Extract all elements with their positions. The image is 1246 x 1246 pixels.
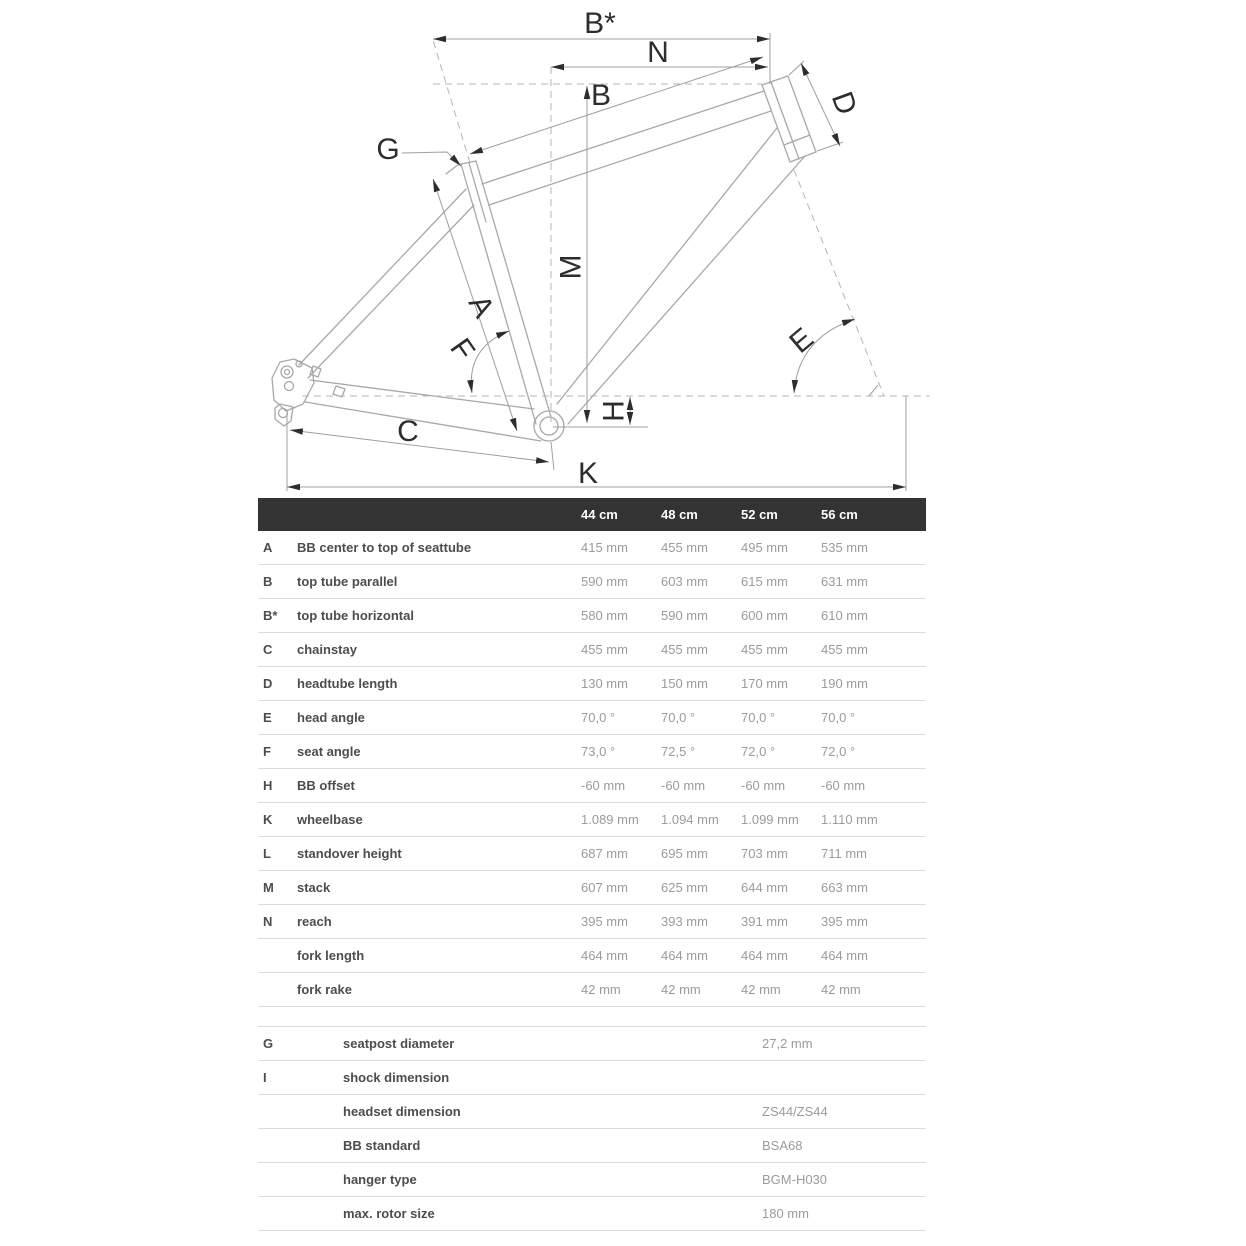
- row-value: 644 mm: [741, 880, 788, 895]
- dim-chainstay: [290, 430, 549, 462]
- row-value: -60 mm: [581, 778, 626, 793]
- row-value: 170 mm: [741, 676, 788, 691]
- spec-value: 180 mm: [762, 1206, 809, 1221]
- row-value: 464 mm: [661, 948, 708, 963]
- table-row: [258, 837, 926, 871]
- spec-letter: G: [263, 1036, 274, 1051]
- row-letter: B: [263, 574, 273, 589]
- spec-row: [258, 1197, 926, 1231]
- seat-stay: [299, 189, 466, 365]
- row-value: 72,0 °: [741, 744, 776, 759]
- dim-label-m: M: [554, 254, 588, 280]
- row-name: stack: [297, 880, 331, 895]
- row-value: 391 mm: [741, 914, 788, 929]
- table-row: [258, 803, 926, 837]
- table-row: [258, 939, 926, 973]
- frame-diagram-svg: [0, 0, 1246, 498]
- row-value: 695 mm: [661, 846, 708, 861]
- row-value: 415 mm: [581, 540, 628, 555]
- row-value: -60 mm: [661, 778, 706, 793]
- spec-value: ZS44/ZS44: [762, 1104, 828, 1119]
- dropout-detail: [272, 359, 345, 426]
- head-tube: [762, 76, 816, 162]
- row-value: 495 mm: [741, 540, 788, 555]
- row-name: seat angle: [297, 744, 361, 759]
- row-value: 70,0 °: [741, 710, 776, 725]
- spec-letter: [258, 1129, 343, 1162]
- row-value: 1.110 mm: [821, 812, 878, 827]
- row-value: 600 mm: [741, 608, 788, 623]
- row-value: 455 mm: [821, 642, 868, 657]
- row-value: 42 mm: [741, 982, 781, 997]
- spec-row: [258, 1095, 926, 1129]
- row-name: chainstay: [297, 642, 357, 657]
- dim-label-d: D: [824, 87, 864, 120]
- row-value: 607 mm: [581, 880, 628, 895]
- dim-label-e: E: [783, 321, 820, 360]
- row-value: 590 mm: [661, 608, 708, 623]
- row-value: 395 mm: [821, 914, 868, 929]
- column-header-44cm: 44 cm: [581, 507, 618, 522]
- row-name: wheelbase: [297, 812, 363, 827]
- row-letter: E: [263, 710, 272, 725]
- spec-row: [258, 1129, 926, 1163]
- dim-label-c: C: [397, 415, 419, 448]
- dimension-labels: [376, 7, 863, 490]
- row-value: 711 mm: [821, 846, 867, 861]
- bottom-bracket: [534, 411, 564, 441]
- spec-name: hanger type: [343, 1172, 417, 1187]
- row-name: top tube parallel: [297, 574, 398, 589]
- spec-value: BSA68: [762, 1138, 803, 1153]
- row-value: 73,0 °: [581, 744, 616, 759]
- row-letter: C: [263, 642, 273, 657]
- row-name: headtube length: [297, 676, 398, 691]
- column-header-52cm: 52 cm: [741, 507, 778, 522]
- table-row: [258, 701, 926, 735]
- spec-value: [762, 1061, 926, 1094]
- dim-label-g: G: [376, 133, 400, 166]
- spec-name: BB standard: [343, 1138, 421, 1153]
- row-value: 72,0 °: [821, 744, 856, 759]
- top-tube: [482, 91, 764, 184]
- row-value: 70,0 °: [581, 710, 616, 725]
- row-letter: H: [263, 778, 273, 793]
- spec-letter: [258, 1163, 343, 1196]
- row-value: 72,5 °: [661, 744, 696, 759]
- table-row: [258, 973, 926, 1007]
- dim-label-h: H: [597, 400, 631, 422]
- row-value: 1.099 mm: [741, 812, 799, 827]
- dim-label-b-star: B*: [584, 7, 616, 40]
- row-value: 130 mm: [581, 676, 628, 691]
- row-letter: F: [263, 744, 271, 759]
- row-value: 535 mm: [821, 540, 868, 555]
- row-value: 455 mm: [581, 642, 628, 657]
- row-name: reach: [297, 914, 332, 929]
- dim-label-a: A: [461, 289, 501, 324]
- table-row: [258, 667, 926, 701]
- row-value: 455 mm: [741, 642, 788, 657]
- spec-name: seatpost diameter: [343, 1036, 455, 1051]
- row-letter: [258, 973, 297, 1006]
- seat-axis-dashed: [433, 40, 470, 163]
- row-value: 393 mm: [661, 914, 708, 929]
- row-value: 663 mm: [821, 880, 868, 895]
- table-row: [258, 769, 926, 803]
- row-name: BB center to top of seattube: [297, 540, 472, 555]
- row-value: 631 mm: [821, 574, 868, 589]
- spec-name: shock dimension: [343, 1070, 450, 1085]
- down-tube: [554, 128, 777, 404]
- table-row: [258, 565, 926, 599]
- row-value: 1.094 mm: [661, 812, 719, 827]
- column-header-56cm: 56 cm: [821, 507, 858, 522]
- row-name: top tube horizontal: [297, 608, 414, 623]
- row-value: 1.089 mm: [581, 812, 639, 827]
- row-value: 603 mm: [661, 574, 708, 589]
- table-row: [258, 905, 926, 939]
- row-value: 150 mm: [661, 676, 708, 691]
- row-value: 455 mm: [661, 642, 708, 657]
- row-letter: M: [263, 880, 274, 895]
- row-value: 703 mm: [741, 846, 788, 861]
- spec-letter: I: [263, 1070, 267, 1085]
- row-value: 42 mm: [821, 982, 861, 997]
- table-header: [258, 498, 926, 531]
- dim-label-b: B: [590, 79, 612, 112]
- spec-value: 27,2 mm: [762, 1036, 813, 1051]
- spec-name: max. rotor size: [343, 1206, 435, 1221]
- spec-row: [258, 1061, 926, 1095]
- row-name: fork length: [297, 948, 365, 963]
- row-letter: N: [263, 914, 273, 929]
- dim-label-n: N: [647, 36, 669, 69]
- spec-row: [258, 1163, 926, 1197]
- table-row: [258, 735, 926, 769]
- row-value: -60 mm: [821, 778, 866, 793]
- row-value: 70,0 °: [661, 710, 696, 725]
- row-value: 590 mm: [581, 574, 628, 589]
- row-value: 615 mm: [741, 574, 788, 589]
- dim-seatpost-leader: [402, 152, 461, 166]
- row-letter: L: [263, 846, 271, 861]
- row-letter: B*: [263, 608, 278, 623]
- dim-label-k: K: [577, 457, 599, 490]
- row-letter: D: [263, 676, 273, 691]
- column-header-48cm: 48 cm: [661, 507, 698, 522]
- row-value: 464 mm: [821, 948, 868, 963]
- spec-name: headset dimension: [343, 1104, 461, 1119]
- row-value: 70,0 °: [821, 710, 856, 725]
- row-value: 464 mm: [581, 948, 628, 963]
- table-row: [258, 599, 926, 633]
- dim-label-f: F: [443, 332, 481, 367]
- row-value: 580 mm: [581, 608, 628, 623]
- row-value: 42 mm: [661, 982, 701, 997]
- row-value: 190 mm: [821, 676, 868, 691]
- row-name: head angle: [297, 710, 365, 725]
- spec-letter: [258, 1095, 343, 1128]
- row-name: standover height: [297, 846, 402, 861]
- table-row: [258, 531, 926, 565]
- table-row: [258, 871, 926, 905]
- row-letter: K: [263, 812, 273, 827]
- row-letter: A: [263, 540, 273, 555]
- spec-value: BGM-H030: [762, 1172, 828, 1187]
- section-spacer: [258, 1007, 926, 1026]
- row-value: 42 mm: [581, 982, 621, 997]
- row-value: 610 mm: [821, 608, 868, 623]
- geometry-table: [258, 498, 926, 1231]
- frame-geometry-diagram: [0, 0, 1246, 498]
- row-value: 464 mm: [741, 948, 788, 963]
- row-letter: [258, 939, 297, 972]
- row-value: 625 mm: [661, 880, 708, 895]
- row-value: -60 mm: [741, 778, 786, 793]
- spec-row: [258, 1027, 926, 1061]
- row-value: 395 mm: [581, 914, 628, 929]
- frame-outline: [272, 76, 816, 441]
- row-name: BB offset: [297, 778, 355, 793]
- spec-section: [258, 1026, 926, 1231]
- spec-letter: [258, 1197, 343, 1230]
- row-value: 455 mm: [661, 540, 708, 555]
- row-value: 687 mm: [581, 846, 628, 861]
- row-name: fork rake: [297, 982, 352, 997]
- table-row: [258, 633, 926, 667]
- head-axis-dashed: [794, 170, 884, 396]
